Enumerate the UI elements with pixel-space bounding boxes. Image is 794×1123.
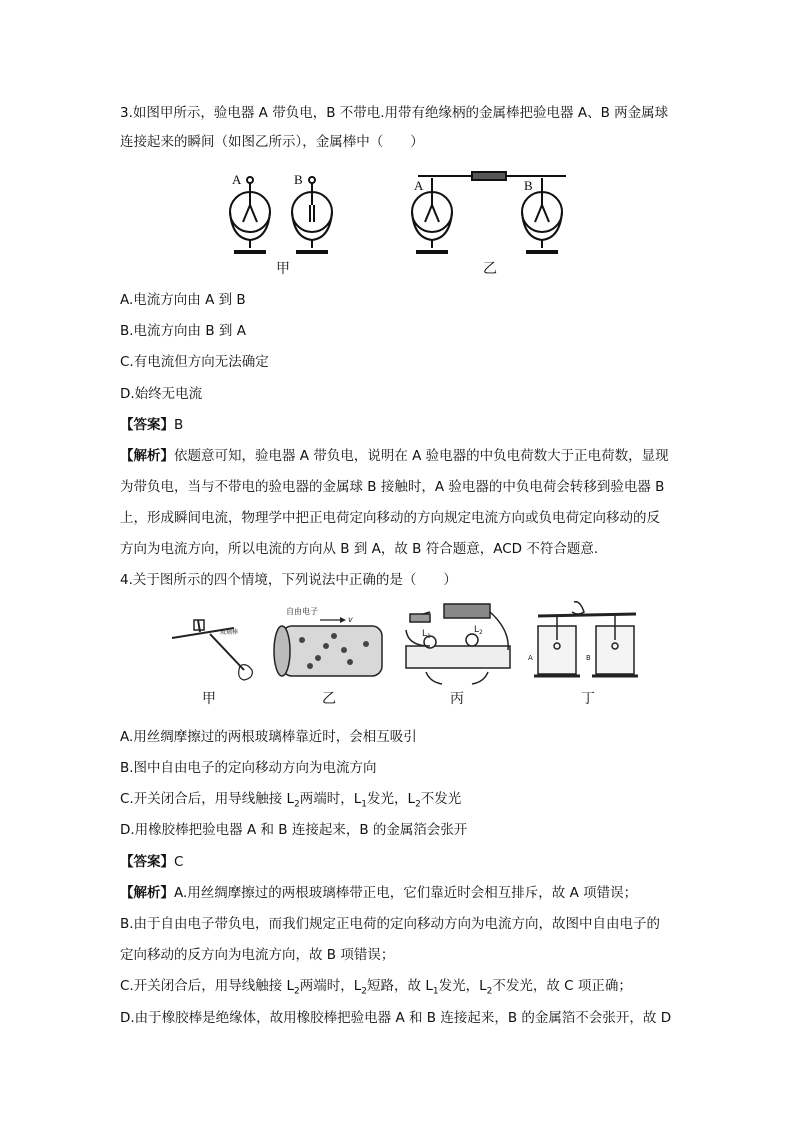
q4-caption-jia: 甲 — [202, 691, 216, 707]
q3-option-c: C.有电流但方向无法确定 — [120, 354, 269, 370]
q4-stem: 4.关于图所示的四个情境，下列说法中正确的是（ ） — [120, 572, 457, 588]
glass-rods-figure — [172, 620, 252, 680]
svg-text:B: B — [586, 654, 591, 662]
q3-option-a: A.电流方向由 A 到 B — [120, 292, 246, 308]
q4-analysis-line4: C.开关闭合后，用导线触接 $L_2$两端时，$L_2$短路，故 $L_1$发光，$L_2$不发光，故 C 项正确； — [120, 978, 632, 997]
q3-option-b: B.电流方向由 B 到 A — [120, 323, 246, 339]
q4-option-d: D.用橡胶棒把验电器 A 和 B 连接起来，B 的金属箔会张开 — [120, 822, 468, 838]
q4-option-c: C.开关闭合后，用导线触接 $L_2$两端时，$L_1$发光，$L_2$不发光 — [120, 791, 462, 810]
svg-text:A: A — [414, 178, 424, 193]
svg-text:B: B — [294, 172, 303, 187]
q3-analysis-line4: 方向为电流方向，所以电流的方向从 B 到 A，故 B 符合题意，ACD 不符合题意. — [120, 541, 599, 557]
q3-caption-jia: 甲 — [276, 261, 290, 277]
analysis-tag: 【解析】 — [120, 448, 174, 464]
svg-text:A: A — [232, 172, 242, 187]
svg-text:自由电子: 自由电子 — [286, 607, 318, 616]
q4-answer — [120, 852, 183, 872]
analysis-tag: 【解析】 — [120, 885, 174, 901]
q4-analysis-line2: B.由于自由电子带负电，而我们规定正电荷的定向移动方向为电流方向，故图中自由电子的 — [120, 916, 661, 932]
q4-caption-bing: 丙 — [450, 691, 464, 707]
circuit-figure — [406, 604, 510, 684]
q3-option-d: D.始终无电流 — [120, 386, 203, 402]
electroscope-a-left — [230, 177, 270, 252]
q4-figure-scenarios — [168, 600, 638, 688]
svg-text:B: B — [524, 178, 533, 193]
answer-tag: 【答案】 — [120, 854, 174, 870]
svg-text:A: A — [528, 654, 533, 662]
q4-option-a: A.用丝绸摩擦过的两根玻璃棒靠近时，会相互吸引 — [120, 729, 417, 745]
q4-analysis-line5: D.由于橡胶棒是绝缘体，故用橡胶棒把验电器 A 和 B 连接起来，B 的金属箔不会张开，故 D — [120, 1010, 672, 1026]
svg-text:玻璃棒: 玻璃棒 — [220, 629, 239, 636]
svg-text:L2: $L_2$ — [474, 625, 483, 636]
q3-stem-line1: 3.如图甲所示，验电器 A 带负电，B 不带电.用带有绝缘柄的金属棒把验电器 A、B 两金属球 — [120, 105, 669, 121]
q3-analysis-line1 — [120, 446, 669, 466]
analysis-text: A.用丝绸摩擦过的两根玻璃棒带正电，它们靠近时会相互排斥，故 A 项错误； — [174, 885, 638, 901]
q3-analysis-line3: 上，形成瞬间电流，物理学中把正电荷定向移动的方向规定电流方向或负电荷定向移动的反 — [120, 510, 660, 526]
q4-analysis-line1 — [120, 883, 637, 903]
answer-value: B — [174, 417, 184, 433]
q4-caption-yi: 乙 — [322, 691, 336, 707]
q4-option-b: B.图中自由电子的定向移动方向为电流方向 — [120, 760, 377, 776]
svg-text:L1: $L_1$ — [422, 629, 431, 640]
conductor-figure — [274, 617, 382, 676]
q3-figure-electroscopes — [220, 160, 580, 280]
svg-text:v: v — [348, 615, 353, 624]
analysis-text: 依题意可知，验电器 A 带负电，说明在 A 验电器的中负电荷数大于正电荷数，显现 — [174, 448, 669, 464]
q4-caption-ding: 丁 — [581, 691, 595, 707]
box-electroscopes-figure — [534, 602, 638, 676]
q3-analysis-line2: 为带负电，当与不带电的验电器的金属球 B 接触时，A 验电器的中负电荷会转移到验电器 B — [120, 479, 665, 495]
electroscope-b-left — [292, 177, 332, 252]
q3-caption-yi: 乙 — [483, 261, 497, 277]
answer-tag: 【答案】 — [120, 417, 174, 433]
answer-value: C — [174, 854, 184, 870]
q3-answer — [120, 415, 183, 435]
q4-analysis-line3: 定向移动的反方向为电流方向，故 B 项错误； — [120, 947, 395, 963]
q3-stem-line2: 连接起来的瞬间（如图乙所示），金属棒中（ ） — [120, 134, 424, 150]
